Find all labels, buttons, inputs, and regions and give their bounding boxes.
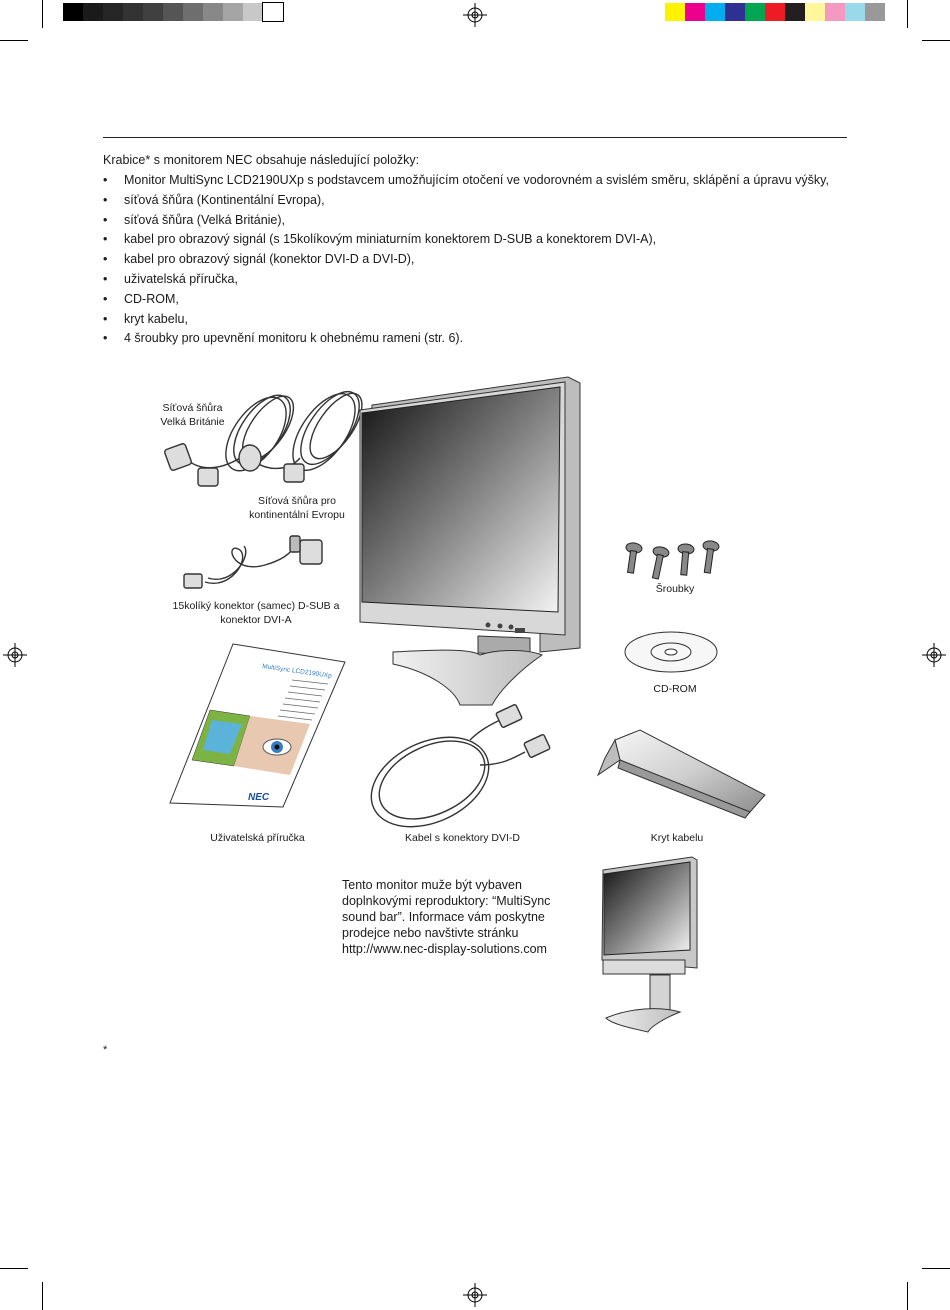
list-item: • CD-ROM, [103, 291, 833, 307]
registration-mark-left [3, 643, 27, 667]
cable-cover-caption: Kryt kabelu [650, 832, 704, 844]
list-item: • kabel pro obrazový signál (konektor DVI-D a DVI-D), [103, 251, 833, 267]
cable-cover-image [598, 730, 765, 818]
manual-brand-logo: NEC [248, 792, 270, 803]
dsub-cable-caption: 15kolíký konektor (samec) D-SUB a konektor DVI-A [172, 600, 340, 626]
registration-mark-right [922, 643, 946, 667]
list-item: • kryt kabelu, [103, 311, 833, 327]
uk-cord-caption: Síťová šňůra Velká Británie [160, 402, 225, 428]
list-item: • síťová šňůra (Velká Británie), [103, 212, 833, 228]
cdrom-image [625, 632, 717, 672]
list-item: • kabel pro obrazový signál (s 15kolíkovým miniaturním konektorem D-SUB a konektorem DVI-A), [103, 231, 833, 247]
user-manual-image [170, 644, 345, 807]
intro-text: Krabice* s monitorem NEC obsahuje následující položky: [103, 153, 420, 167]
dsub-dvia-cable-image [184, 536, 322, 588]
cdrom-caption: CD-ROM [653, 683, 697, 695]
monitor-image [360, 377, 580, 705]
manual-title: MultiSync LCD2190UXp [261, 663, 333, 680]
dvi-d-cable-image [357, 704, 550, 844]
registration-mark-top [463, 3, 487, 27]
eu-cord-caption: Síťová šňůra pro kontinentální Evropu [249, 495, 345, 521]
list-item: • uživatelská příručka, [103, 271, 833, 287]
list-item: • síťová šňůra (Kontinentální Evropa), [103, 192, 833, 208]
soundbar-note: Tento monitor muže být vybaven doplnkovými reproduktory: “MultiSync sound bar”. Informace vám poskytne prodejce nebo navštivte stránku http://www.nec-display-solutions.com [342, 878, 551, 956]
manual-caption: Uživatelská příručka [210, 832, 305, 844]
screws-image [623, 540, 720, 580]
dvi-cable-caption: Kabel s konektory DVI-D [405, 832, 520, 844]
monitor-with-soundbar-image [602, 857, 697, 1032]
list-item: • Monitor MultiSync LCD2190UXp s podstavcem umožňujícím otočení ve vodorovném a svislém směru, sklápění a úpravu výšky, [103, 172, 833, 188]
registration-mark-bottom [463, 1283, 487, 1307]
screws-caption: Šroubky [655, 583, 695, 595]
eu-power-cord-image [239, 382, 372, 482]
footnote-marker: * [103, 1044, 108, 1056]
list-item: • 4 šroubky pro upevnění monitoru k ohebnému rameni (str. 6). [103, 330, 833, 346]
